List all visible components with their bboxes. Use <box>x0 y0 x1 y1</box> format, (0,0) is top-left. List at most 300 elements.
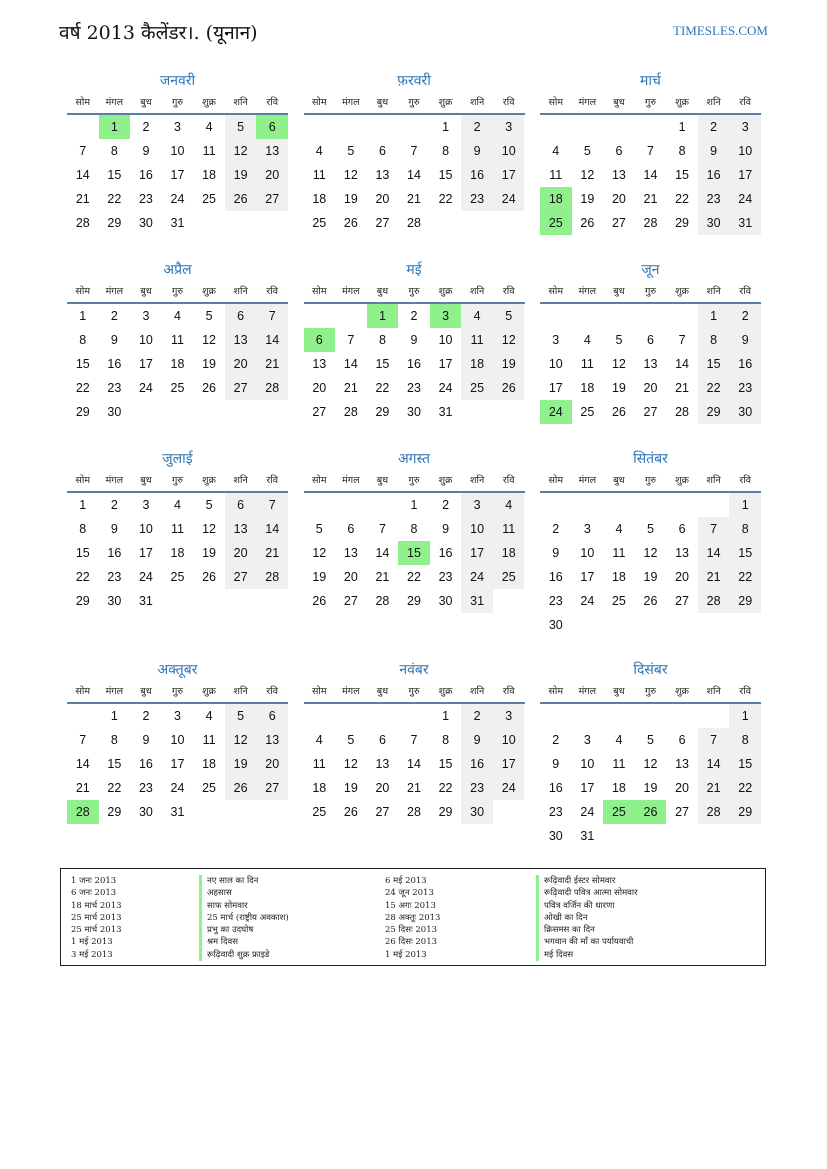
day-cell: 22 <box>75 570 90 584</box>
day-cell: 9 <box>729 328 761 352</box>
day-cell: 11 <box>580 357 594 371</box>
day-cell: 17 <box>493 163 525 187</box>
empty-cell <box>698 493 730 517</box>
weekday-label: बुध <box>140 97 152 108</box>
empty-cell <box>304 115 336 139</box>
day-cell: 15 <box>107 168 122 182</box>
weekday-label: मंगल <box>342 286 360 297</box>
day-cell: 25 <box>540 211 572 235</box>
day-cell: 6 <box>378 733 386 747</box>
day-cell: 17 <box>580 781 595 795</box>
day-cell: 13 <box>343 546 358 560</box>
weekday-label: बुध <box>376 475 389 486</box>
empty-cell <box>367 115 399 139</box>
weekday-label: बुध <box>613 686 625 697</box>
day-cell: 6 <box>256 115 288 139</box>
day-cell: 18 <box>312 192 327 206</box>
holiday-name: रूढ़िवादी ईस्टर सोमवार <box>536 875 638 887</box>
day-cell: 9 <box>552 757 560 771</box>
day-cell: 12 <box>202 333 217 347</box>
day-cell: 12 <box>202 522 217 536</box>
day-cell: 28 <box>407 216 421 230</box>
day-cell: 4 <box>205 120 213 134</box>
day-cell: 5 <box>225 115 257 139</box>
day-cell: 1 <box>729 704 761 728</box>
day-cell: 1 <box>729 493 761 517</box>
day-cell: 26 <box>225 776 257 800</box>
weekday-label: रवि <box>266 97 279 108</box>
day-cell: 4 <box>174 498 181 512</box>
day-cell: 31 <box>729 211 761 235</box>
day-cell: 25 <box>493 565 525 589</box>
weekday-label: बुध <box>140 686 152 697</box>
day-cell: 16 <box>107 357 122 371</box>
day-cell: 28 <box>698 589 730 613</box>
day-grid <box>540 304 761 424</box>
weekday-label: मंगल <box>105 475 124 486</box>
weekday-label: बुध <box>613 286 625 297</box>
empty-cell <box>666 704 698 728</box>
day-cell: 14 <box>675 357 690 371</box>
day-cell: 21 <box>75 192 90 206</box>
day-cell: 28 <box>698 800 730 824</box>
weekday-label: मंगल <box>105 97 124 108</box>
day-cell: 27 <box>225 565 257 589</box>
day-cell: 3 <box>142 309 150 323</box>
holiday-date: 1 जनः 2013 <box>71 876 117 886</box>
day-cell: 26 <box>580 216 595 230</box>
day-cell: 20 <box>256 752 288 776</box>
day-cell: 15 <box>438 757 453 771</box>
day-cell: 13 <box>611 168 626 182</box>
weekday-label: सोम <box>75 97 91 108</box>
day-cell: 26 <box>202 381 217 395</box>
holiday-date: 6 जनः 2013 <box>71 888 117 899</box>
day-cell: 10 <box>138 522 153 536</box>
day-cell: 17 <box>170 168 185 182</box>
day-cell: 22 <box>729 776 761 800</box>
weekday-label: सोम <box>311 286 327 297</box>
day-cell: 14 <box>256 328 288 352</box>
holiday-date: 3 मई 2013 <box>71 949 113 960</box>
empty-cell <box>635 704 667 728</box>
day-cell: 11 <box>312 168 326 182</box>
day-cell: 4 <box>615 522 623 536</box>
day-cell: 19 <box>580 192 595 206</box>
holiday-name: पवित्र वर्जिन की धारणा <box>536 900 638 912</box>
weekday-label: मंगल <box>578 97 597 108</box>
day-cell: 4 <box>583 333 591 347</box>
day-cell: 14 <box>407 757 421 771</box>
holiday-date: 25 मार्च 2013 <box>71 925 122 936</box>
empty-cell <box>335 304 367 328</box>
day-cell: 26 <box>202 570 217 584</box>
day-cell: 13 <box>675 546 690 560</box>
month-calendar <box>67 449 288 660</box>
day-cell: 6 <box>256 704 288 728</box>
holiday-date: 1 मई 2013 <box>385 949 427 960</box>
day-cell: 13 <box>225 328 257 352</box>
day-cell: 7 <box>256 493 288 517</box>
day-cell: 11 <box>171 522 184 536</box>
month-calendar <box>67 660 288 849</box>
day-cell: 16 <box>461 163 493 187</box>
day-cell: 18 <box>202 168 217 182</box>
holiday-date: 25 दिसः 2013 <box>385 925 438 936</box>
month-calendar <box>67 260 288 449</box>
day-cell: 9 <box>410 333 418 347</box>
day-cell: 25 <box>202 781 217 795</box>
day-cell: 8 <box>110 144 118 158</box>
day-cell: 1 <box>698 304 730 328</box>
day-cell: 13 <box>375 757 390 771</box>
day-cell: 4 <box>174 309 181 323</box>
day-cell: 29 <box>107 216 122 230</box>
day-cell: 2 <box>698 115 730 139</box>
day-cell: 23 <box>698 187 730 211</box>
day-cell: 24 <box>729 187 761 211</box>
weekday-label: गुरु <box>644 686 656 697</box>
weekday-label: गुरु <box>408 686 420 697</box>
day-cell: 18 <box>493 541 525 565</box>
weekday-label: शुक्र <box>438 286 453 297</box>
day-cell: 12 <box>611 357 626 371</box>
holiday-name: भगवान की माँ का पर्यायवाची <box>536 936 638 948</box>
day-cell: 25 <box>603 800 635 824</box>
day-cell: 7 <box>378 522 386 536</box>
day-cell: 15 <box>438 168 453 182</box>
day-cell: 11 <box>549 168 563 182</box>
day-cell: 27 <box>312 405 327 419</box>
day-cell: 16 <box>438 546 453 560</box>
weekday-label: मंगल <box>342 686 360 697</box>
day-cell: 27 <box>675 805 690 819</box>
month-name: जनवरी <box>159 73 196 89</box>
day-grid <box>304 304 525 424</box>
day-cell: 24 <box>493 776 525 800</box>
day-cell: 10 <box>493 139 525 163</box>
day-cell: 4 <box>315 144 323 158</box>
months-grid <box>67 71 761 849</box>
day-cell: 31 <box>580 829 595 843</box>
day-cell: 22 <box>729 565 761 589</box>
day-cell: 17 <box>138 357 153 371</box>
day-cell: 21 <box>675 381 690 395</box>
day-cell: 24 <box>493 187 525 211</box>
page-title: वर्ष 2013 कैलेंडर।. (यूनान) <box>59 22 258 44</box>
day-cell: 14 <box>698 752 730 776</box>
weekday-header <box>304 470 525 493</box>
weekday-label: शनि <box>233 475 248 486</box>
weekday-label: शुक्र <box>438 97 453 108</box>
day-cell: 3 <box>493 704 525 728</box>
holiday-name: क्रिसमस का दिन <box>536 924 638 936</box>
day-cell: 15 <box>75 546 90 560</box>
day-cell: 4 <box>315 733 323 747</box>
day-cell: 18 <box>580 381 595 395</box>
weekday-label: शनि <box>706 97 721 108</box>
month-calendar <box>304 449 525 660</box>
day-cell: 6 <box>225 304 257 328</box>
holiday-date: 1 मई 2013 <box>71 937 113 948</box>
empty-cell <box>335 493 367 517</box>
weekday-label: गुरु <box>171 286 183 297</box>
holiday-date: 25 मार्च 2013 <box>71 912 122 923</box>
day-cell: 22 <box>698 376 730 400</box>
weekday-label: मंगल <box>578 686 597 697</box>
holiday-name: अहसास <box>199 887 289 899</box>
day-cell: 3 <box>552 333 560 347</box>
day-cell: 18 <box>461 352 493 376</box>
day-cell: 2 <box>142 709 150 723</box>
day-cell: 25 <box>170 381 185 395</box>
day-cell: 26 <box>611 405 626 419</box>
weekday-label: बुध <box>376 686 389 697</box>
month-name: अगस्त <box>397 451 430 467</box>
weekday-label: गुरु <box>408 286 420 297</box>
day-cell: 30 <box>107 405 122 419</box>
weekday-label: बुध <box>140 286 152 297</box>
day-cell: 21 <box>407 781 421 795</box>
weekday-label: रवि <box>502 286 515 297</box>
day-cell: 24 <box>170 781 185 795</box>
day-cell: 1 <box>367 304 399 328</box>
day-cell: 24 <box>438 381 453 395</box>
day-cell: 10 <box>548 357 563 371</box>
month-name: जुलाई <box>162 451 193 467</box>
month-calendar <box>67 71 288 260</box>
month-calendar <box>540 71 761 260</box>
day-cell: 21 <box>343 381 358 395</box>
day-cell: 17 <box>170 757 185 771</box>
empty-cell <box>635 115 667 139</box>
holiday-date: 28 अक्तूः 2013 <box>385 912 441 923</box>
day-grid <box>304 493 525 613</box>
holiday-dates-right <box>385 875 440 961</box>
holiday-name: नए साल का दिन <box>199 875 289 887</box>
day-cell: 26 <box>343 216 358 230</box>
empty-cell <box>698 704 730 728</box>
weekday-header <box>67 681 288 704</box>
weekday-label: शुक्र <box>675 286 689 297</box>
day-cell: 8 <box>729 517 761 541</box>
day-cell: 22 <box>107 781 122 795</box>
weekday-label: रवि <box>266 686 279 697</box>
weekday-label: शनि <box>706 286 721 297</box>
day-cell: 11 <box>612 757 626 771</box>
day-cell: 16 <box>138 757 153 771</box>
day-cell: 10 <box>170 144 185 158</box>
day-cell: 5 <box>315 522 323 536</box>
day-cell: 19 <box>611 381 626 395</box>
day-cell: 26 <box>343 805 358 819</box>
day-cell: 20 <box>375 781 390 795</box>
day-cell: 18 <box>170 357 185 371</box>
day-cell: 14 <box>407 168 421 182</box>
day-grid <box>67 304 288 424</box>
day-cell: 3 <box>430 304 462 328</box>
day-cell: 13 <box>256 139 288 163</box>
weekday-label: रवि <box>739 475 752 486</box>
weekday-label: शुक्र <box>202 686 216 697</box>
holiday-name: रूढ़िवादी पवित्र आत्मा सोमवार <box>536 887 638 899</box>
day-cell: 14 <box>256 517 288 541</box>
day-cell: 3 <box>461 493 493 517</box>
weekday-header <box>67 281 288 304</box>
day-cell: 28 <box>67 800 99 824</box>
month-name: अक्तूबर <box>157 662 198 678</box>
weekday-label: शुक्र <box>438 475 453 486</box>
holiday-name: श्रम दिवस <box>199 936 289 948</box>
day-cell: 4 <box>205 709 213 723</box>
day-cell: 30 <box>698 211 730 235</box>
day-cell: 17 <box>461 541 493 565</box>
day-cell: 6 <box>615 144 623 158</box>
day-cell: 5 <box>347 144 355 158</box>
day-cell: 22 <box>438 781 453 795</box>
weekday-label: गुरु <box>644 97 656 108</box>
day-cell: 12 <box>643 757 658 771</box>
weekday-header <box>304 281 525 304</box>
day-cell: 24 <box>540 400 572 424</box>
day-cell: 23 <box>729 376 761 400</box>
day-cell: 10 <box>493 728 525 752</box>
day-cell: 30 <box>107 594 122 608</box>
day-cell: 20 <box>675 781 690 795</box>
day-cell: 5 <box>647 522 654 536</box>
day-cell: 12 <box>312 546 327 560</box>
day-cell: 28 <box>407 805 421 819</box>
weekday-header <box>67 92 288 115</box>
day-cell: 18 <box>611 570 626 584</box>
empty-cell <box>367 704 399 728</box>
day-cell: 8 <box>79 522 87 536</box>
day-cell: 18 <box>170 546 185 560</box>
day-cell: 9 <box>461 728 493 752</box>
day-cell: 23 <box>138 192 153 206</box>
day-cell: 15 <box>398 541 430 565</box>
day-cell: 23 <box>461 187 493 211</box>
day-cell: 5 <box>493 304 525 328</box>
weekday-label: शनि <box>233 97 248 108</box>
day-cell: 20 <box>256 163 288 187</box>
day-cell: 16 <box>548 570 563 584</box>
day-cell: 1 <box>79 498 87 512</box>
day-cell: 7 <box>79 733 87 747</box>
day-cell: 5 <box>225 704 257 728</box>
month-name: दिसंबर <box>633 662 668 678</box>
day-cell: 1 <box>99 115 131 139</box>
day-cell: 28 <box>375 594 390 608</box>
month-name: जून <box>641 262 660 278</box>
day-cell: 7 <box>698 728 730 752</box>
weekday-label: शनि <box>470 97 485 108</box>
day-cell: 17 <box>438 357 453 371</box>
day-cell: 9 <box>442 522 450 536</box>
day-cell: 25 <box>580 405 595 419</box>
weekday-label: रवि <box>502 686 515 697</box>
day-cell: 22 <box>407 570 421 584</box>
day-cell: 18 <box>312 781 327 795</box>
weekday-header <box>540 281 761 304</box>
weekday-label: रवि <box>266 286 279 297</box>
day-cell: 11 <box>171 333 184 347</box>
day-cell: 22 <box>675 192 690 206</box>
day-cell: 3 <box>729 115 761 139</box>
holiday-names-left <box>199 875 289 961</box>
day-grid <box>67 704 288 824</box>
day-cell: 8 <box>678 144 686 158</box>
day-cell: 2 <box>442 498 450 512</box>
day-cell: 27 <box>375 216 390 230</box>
weekday-header <box>304 92 525 115</box>
day-cell: 30 <box>138 805 153 819</box>
day-cell: 2 <box>461 704 493 728</box>
day-cell: 20 <box>611 192 626 206</box>
weekday-label: गुरु <box>171 475 183 486</box>
day-cell: 12 <box>343 757 358 771</box>
empty-cell <box>540 115 572 139</box>
day-cell: 6 <box>225 493 257 517</box>
day-cell: 26 <box>312 594 327 608</box>
day-cell: 14 <box>698 541 730 565</box>
day-cell: 21 <box>256 352 288 376</box>
holiday-name: रूढ़िवादी शुक्र फ्राइडे <box>199 949 289 961</box>
day-cell: 15 <box>729 541 761 565</box>
day-cell: 4 <box>552 144 560 158</box>
weekday-label: सोम <box>75 286 91 297</box>
weekday-label: सोम <box>548 475 564 486</box>
day-cell: 1 <box>442 120 450 134</box>
day-cell: 1 <box>410 498 418 512</box>
day-cell: 23 <box>138 781 153 795</box>
day-cell: 8 <box>79 333 87 347</box>
day-cell: 24 <box>138 570 153 584</box>
day-cell: 24 <box>461 565 493 589</box>
day-cell: 20 <box>675 570 690 584</box>
day-cell: 7 <box>410 144 418 158</box>
day-cell: 10 <box>729 139 761 163</box>
day-cell: 13 <box>225 517 257 541</box>
day-cell: 11 <box>461 328 493 352</box>
day-cell: 23 <box>548 805 563 819</box>
weekday-label: शुक्र <box>675 97 689 108</box>
site-link[interactable]: TIMESLES.COM <box>673 23 768 38</box>
day-cell: 22 <box>375 381 390 395</box>
empty-cell <box>67 115 99 139</box>
weekday-label: शुक्र <box>202 475 216 486</box>
holiday-list <box>60 868 766 966</box>
weekday-header <box>67 470 288 493</box>
day-cell: 12 <box>580 168 595 182</box>
day-cell: 10 <box>438 333 453 347</box>
holiday-names-right <box>536 875 638 961</box>
weekday-header <box>540 92 761 115</box>
day-cell: 25 <box>202 192 217 206</box>
day-cell: 13 <box>312 357 327 371</box>
empty-cell <box>304 493 336 517</box>
day-cell: 15 <box>375 357 390 371</box>
day-cell: 16 <box>548 781 563 795</box>
holiday-date: 26 दिसः 2013 <box>385 937 438 948</box>
day-cell: 25 <box>312 216 327 230</box>
day-cell: 12 <box>343 168 358 182</box>
empty-cell <box>398 704 430 728</box>
day-cell: 26 <box>635 800 667 824</box>
day-cell: 19 <box>493 352 525 376</box>
day-cell: 25 <box>461 376 493 400</box>
day-cell: 16 <box>461 752 493 776</box>
